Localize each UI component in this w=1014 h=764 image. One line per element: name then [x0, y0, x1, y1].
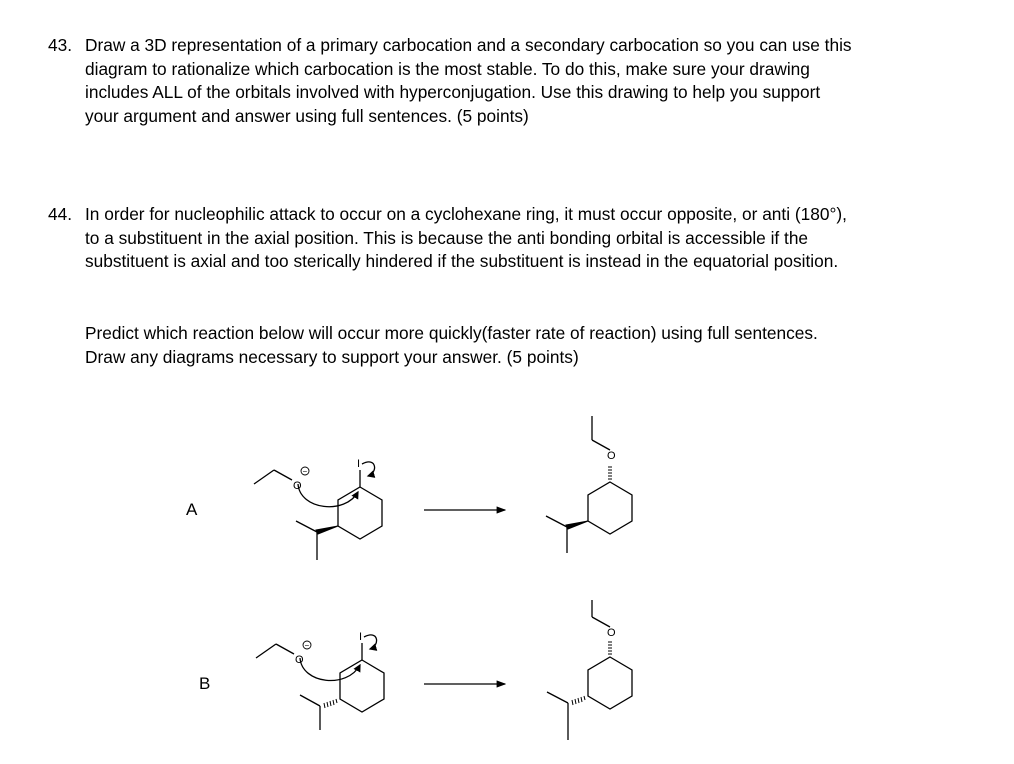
product-oxygen: O [607, 450, 616, 462]
ethoxide-chain [254, 470, 292, 484]
reaction-b-label: B [199, 674, 211, 693]
hashed-bond [608, 467, 612, 479]
nucleophile-curved-arrow [298, 484, 358, 507]
charge-symbol: − [304, 641, 310, 650]
cyclohexane-ring [338, 487, 382, 539]
prompt-line: Draw any diagrams necessary to support your answer. (5 points) [85, 346, 579, 367]
wedge-bond [566, 521, 588, 529]
ethyl-chain [592, 416, 610, 450]
isopropyl-group [300, 695, 320, 730]
cyclohexane-ring [588, 482, 632, 534]
question-number: 43. [48, 35, 73, 55]
question-text-line: Draw a 3D representation of a primary carbocation and a secondary carbocation so you can use this [85, 35, 852, 55]
question-text-line: to a substituent in the axial position. This is because the anti bonding orbital is accessible if the [85, 227, 809, 248]
charge-symbol: − [302, 467, 308, 476]
product-oxygen: O [607, 627, 616, 639]
reaction-a-label: A [186, 500, 198, 519]
hashed-bond [608, 642, 612, 654]
question-text-line: includes ALL of the orbitals involved with hyperconjugation. Use this drawing to help you support [85, 82, 821, 102]
isopropyl-group [547, 692, 568, 740]
prompt-line: Predict which reaction below will occur more quickly(faster rate of reaction) using full sentences. [85, 323, 818, 343]
question-text-line: your argument and answer using full sentences. (5 points) [85, 105, 529, 126]
nucleophile-curved-arrow [300, 658, 360, 681]
leaving-group-iodine: I [357, 458, 361, 470]
reaction-a-reactant [254, 458, 382, 560]
wedge-bond [316, 526, 338, 534]
leaving-group-iodine: I [359, 631, 363, 643]
reaction-a-product [546, 416, 632, 553]
question-number: 44. [48, 204, 73, 224]
ethyl-chain [592, 600, 610, 627]
question-text-line: In order for nucleophilic attack to occur on a cyclohexane ring, it must occur opposite, or anti (180°), [85, 204, 847, 224]
cyclohexane-ring [588, 657, 632, 709]
cyclohexane-ring [340, 660, 384, 712]
question-text-line: substituent is axial and too sterically hindered if the substituent is instead in the equatorial position. [85, 251, 839, 271]
ethoxide-chain [256, 644, 294, 658]
nucleophile-oxygen: O [293, 480, 302, 492]
leaving-group-curved-arrow [364, 635, 377, 649]
question-text-line: diagram to rationalize which carbocation is the most stable. To do this, make sure your drawing [85, 58, 810, 79]
isopropyl-group [296, 521, 317, 560]
hashed-bond [572, 696, 585, 705]
leaving-group-curved-arrow [362, 462, 375, 476]
reaction-b-reactant [256, 631, 384, 730]
hashed-bond [324, 699, 337, 708]
reaction-b-product [547, 600, 632, 740]
nucleophile-oxygen: O [295, 654, 304, 666]
isopropyl-group [546, 516, 567, 553]
